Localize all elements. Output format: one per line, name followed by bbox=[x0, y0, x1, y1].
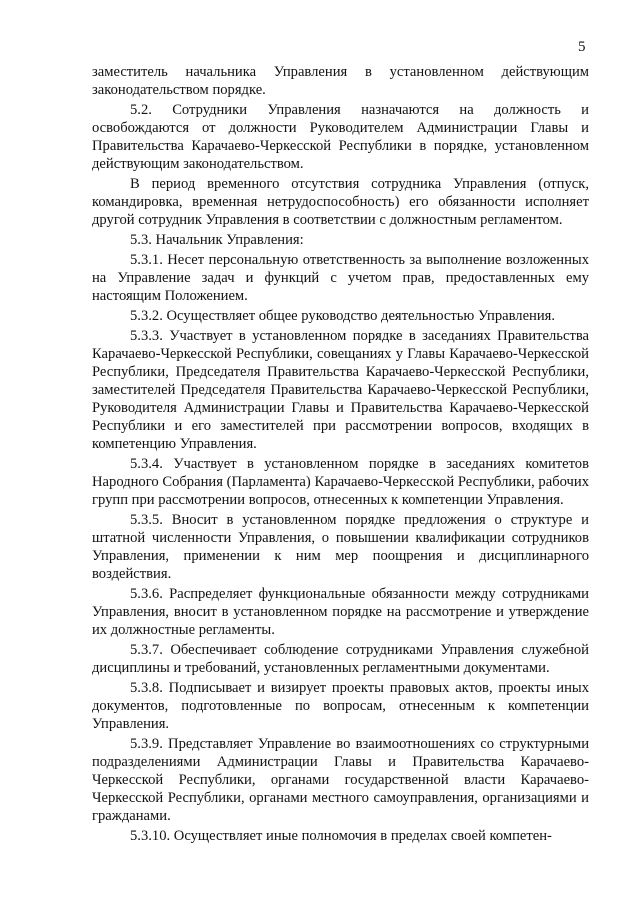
paragraph: заместитель начальника Управления в установленном действующим законодательством порядке. bbox=[92, 64, 589, 98]
page-number: 5 bbox=[578, 39, 586, 55]
paragraph: 5.3.2. Осуществляет общее руководство деятельностью Управления. bbox=[130, 308, 556, 324]
paragraph: 5.3.3. Участвует в установленном порядке в заседаниях Правительства Карачаево-Черкесской Республики, совещаниях у Главы Карачаево-Черкесской Республики, Председателя Правительства Карачаево-Черкесской Республики, заместителей Председателя Правительства Карачаево-Черкесской Республики, Руководителя Администрации Главы и Правительства Карачаево-Черкесской Республики и его заместителей при рассмотрении вопросов, входящих в компетенцию Управления. bbox=[92, 328, 589, 452]
paragraph: 5.2. Сотрудники Управления назначаются на должность и освобождаются от должности Руководителем Администрации Главы и Правительства Карачаево-Черкесской Республики в порядке, установленном действующим законодательством. bbox=[92, 102, 589, 172]
paragraph: 5.3.5. Вносит в установленном порядке предложения о структуре и штатной численности Управления, о повышении квалификации сотрудников Управления, применении к ним мер поощрения и дисциплинарного воздействия. bbox=[92, 512, 589, 582]
paragraph: 5.3.7. Обеспечивает соблюдение сотрудниками Управления служебной дисциплины и требований, установленных регламентными документами. bbox=[92, 642, 589, 676]
document-body bbox=[92, 63, 589, 847]
paragraph: 5.3.8. Подписывает и визирует проекты правовых актов, проекты иных документов, подготовленные по вопросам, отнесенным к компетенции Управления. bbox=[92, 680, 589, 732]
paragraph: 5.3.1. Несет персональную ответственность за выполнение возложенных на Управление задач и функций с учетом прав, предоставленных ему настоящим Положением. bbox=[92, 252, 589, 304]
paragraph: 5.3.9. Представляет Управление во взаимоотношениях со структурными подразделениями Администрации Главы и Правительства Карачаево-Черкесской Республики, органами государственной власти Карачаево-Черкесской Республики, органами местного самоуправления, организациями и гражданами. bbox=[92, 736, 589, 824]
paragraph: 5.3. Начальник Управления: bbox=[130, 232, 304, 248]
paragraph: 5.3.4. Участвует в установленном порядке в заседаниях комитетов Народного Собрания (Парламента) Карачаево-Черкесской Республики, рабочих групп при рассмотрении вопросов, отнесенных к компетенции Управления. bbox=[92, 456, 589, 508]
paragraph: В период временного отсутствия сотрудника Управления (отпуск, командировка, временная нетрудоспособность) его обязанности исполняет другой сотрудник Управления в соответствии с должностным регламентом. bbox=[92, 176, 589, 228]
paragraph: 5.3.6. Распределяет функциональные обязанности между сотрудниками Управления, вносит в установленном порядке на рассмотрение и утверждение их должностные регламенты. bbox=[92, 586, 589, 638]
paragraph: 5.3.10. Осуществляет иные полномочия в пределах своей компетен- bbox=[130, 828, 552, 844]
